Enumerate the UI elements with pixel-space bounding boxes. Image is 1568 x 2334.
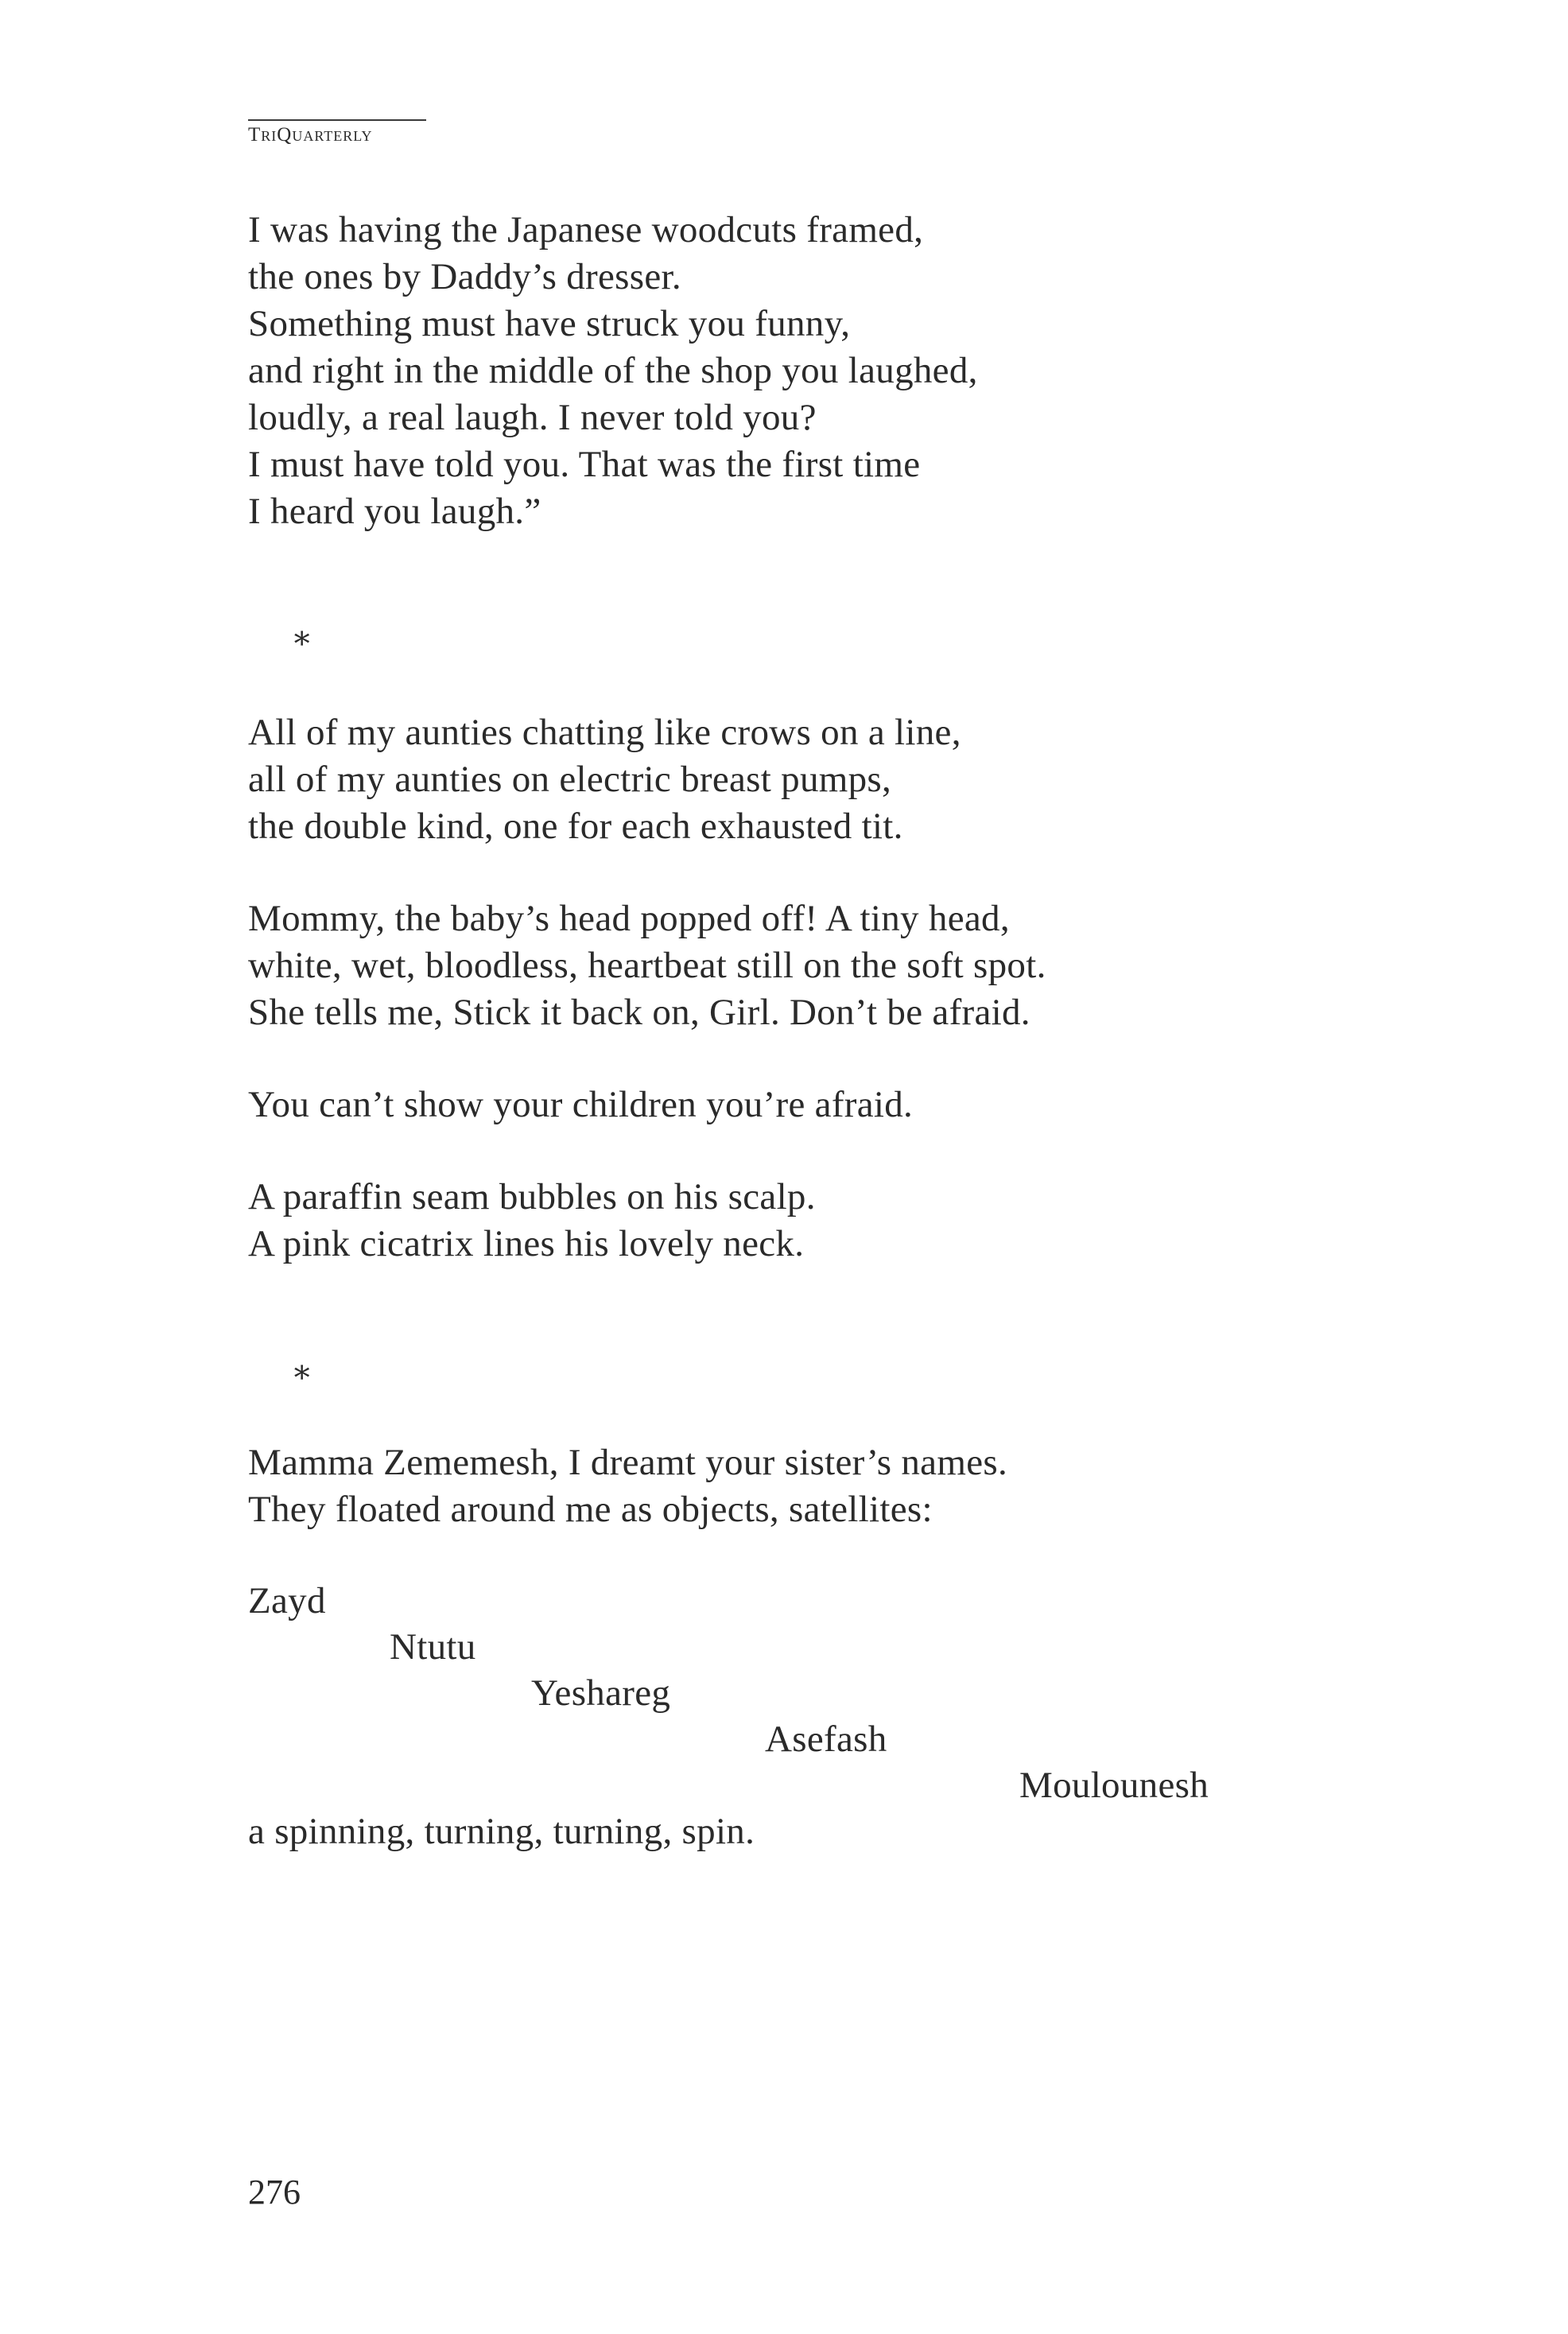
poem-line: I must have told you. That was the first time bbox=[248, 444, 921, 485]
poem-line: A pink cicatrix lines his lovely neck. bbox=[248, 1223, 805, 1264]
poem-line: I was having the Japanese woodcuts framed, bbox=[248, 209, 924, 250]
section-divider: ∗ bbox=[291, 619, 313, 655]
poem-line: loudly, a real laugh. I never told you? bbox=[248, 397, 817, 438]
poem-line: Mamma Zememesh, I dreamt your sister’s names. bbox=[248, 1442, 1007, 1483]
poem-line: A paraffin seam bubbles on his scalp. bbox=[248, 1176, 816, 1217]
poem-line: They floated around me as objects, satellites: bbox=[248, 1489, 933, 1530]
poem-line: the double kind, one for each exhausted tit. bbox=[248, 806, 903, 847]
poem-line: I heard you laugh.” bbox=[248, 491, 541, 532]
running-head: TriQuarterly bbox=[248, 119, 426, 147]
poem-line: a spinning, turning, turning, spin. bbox=[248, 1811, 755, 1852]
sister-name: Asefash bbox=[765, 1718, 887, 1760]
poem-line: and right in the middle of the shop you laughed, bbox=[248, 350, 978, 391]
sister-name: Ntutu bbox=[390, 1626, 476, 1668]
poem-line: white, wet, bloodless, heartbeat still on the soft spot. bbox=[248, 945, 1046, 986]
sister-name: Yeshareg bbox=[531, 1672, 671, 1714]
poem-line: You can’t show your children you’re afraid. bbox=[248, 1084, 914, 1125]
poem-line: the ones by Daddy’s dresser. bbox=[248, 256, 681, 297]
page-number: 276 bbox=[248, 2173, 301, 2212]
sister-name: Zayd bbox=[248, 1580, 326, 1621]
poem-line: Mommy, the baby’s head popped off! A tiny head, bbox=[248, 898, 1010, 939]
poem-line: Something must have struck you funny, bbox=[248, 303, 851, 344]
poem-line: All of my aunties chatting like crows on a line, bbox=[248, 712, 961, 753]
sister-name: Moulounesh bbox=[1019, 1765, 1209, 1806]
poem-line: all of my aunties on electric breast pumps, bbox=[248, 759, 892, 800]
poem-line: She tells me, Stick it back on, Girl. Don’t be afraid. bbox=[248, 992, 1030, 1033]
section-divider: ∗ bbox=[291, 1353, 313, 1389]
